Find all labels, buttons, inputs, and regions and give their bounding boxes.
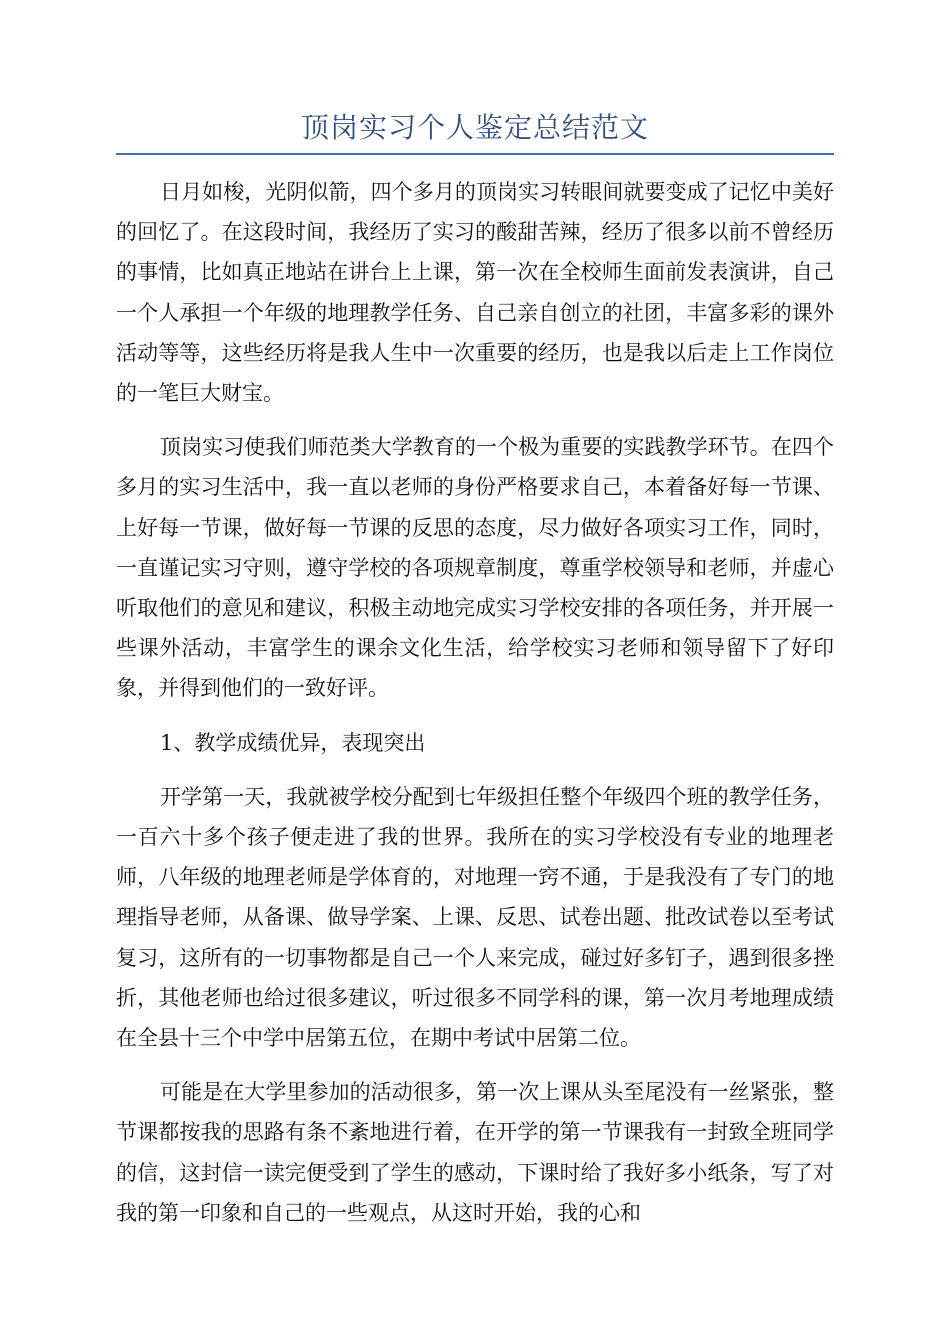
paragraph-internship-significance: 顶岗实习使我们师范类大学教育的一个极为重要的实践教学环节。在四个多月的实习生活中，我一直以老师的身份严格要求自己，本着备好每一节课、上好每一节课，做好每一节课的反思的态度，尽力做好各项实习工作，同时，一直谨记实习守则，遵守学校的各项规章制度，尊重学校领导和老师，并虚心听取他们的意见和建议，积极主动地完成实习学校安排的各项任务，并开展一些课外活动，丰富学生的课余文化生活，给学校实习老师和领导留下了好印象，并得到他们的一致好评。 — [116, 435, 834, 701]
document-title: 顶岗实习个人鉴定总结范文 — [300, 111, 649, 144]
paragraph-first-day: 开学第一天，我就被学校分配到七年级担任整个年级四个班的教学任务，一百六十多个孩子便走进了我的世界。我所在的实习学校没有专业的地理老师，八年级的地理老师是学体育的，对地理一窍不通，于是我没有了专门的地理指导老师，从备课、做导学案、上课、反思、试卷出题、批改试卷以至考试复习，这所有的一切事物都是自己一个人来完成，碰过好多钉子，遇到很多挫折，其他老师也给过很多建议，听过很多不同学科的课，第一次月考地理成绩在全县十三个中学中居第五位，在期中考试中居第二位。 — [116, 784, 834, 1051]
title-underline — [116, 153, 834, 155]
paragraph-first-class: 可能是在大学里参加的活动很多，第一次上课从头至尾没有一丝紧张，整节课都按我的思路有条不紊地进行着，在开学的第一节课我有一封致全班同学的信，这封信一读完便受到了学生的感动，下课时给了我好多小纸条，写了对我的第一印象和自己的一些观点，从这时开始，我的心和 — [116, 1080, 834, 1225]
document-body — [116, 172, 834, 1247]
section-heading-teaching-results: 1、教学成绩优异，表现突出 — [160, 730, 426, 755]
paragraph-intro: 日月如梭，光阴似箭，四个多月的顶岗实习转眼间就要变成了记忆中美好的回忆了。在这段时间，我经历了实习的酸甜苦辣，经历了很多以前不曾经历的事情，比如真正地站在讲台上上课，第一次在全校师生面前发表演讲，自己一个人承担一个年级的地理教学任务、自己亲自创立的社团，丰富多彩的课外活动等等，这些经历将是我人生中一次重要的经历，也是我以后走上工作岗位的一笔巨大财宝。 — [116, 180, 834, 406]
